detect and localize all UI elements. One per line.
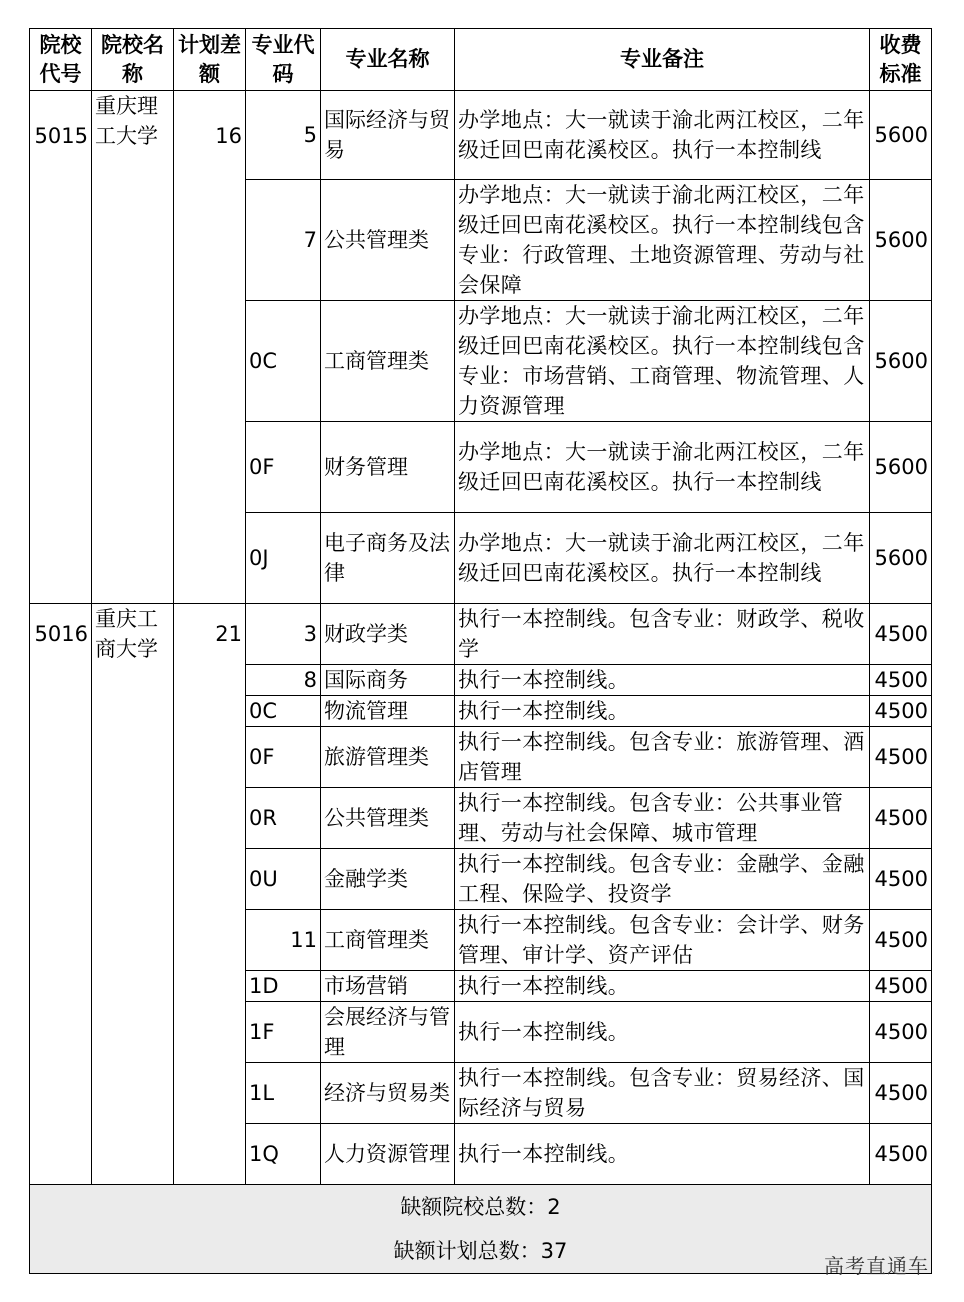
major-name: 经济与贸易类: [321, 1063, 455, 1124]
major-code: 8: [246, 665, 321, 696]
fee: 4500: [870, 604, 932, 665]
fee: 4500: [870, 1124, 932, 1185]
fee: 4500: [870, 665, 932, 696]
summary-cell: [30, 1185, 932, 1274]
fee: 4500: [870, 910, 932, 971]
major-remark: 执行一本控制线。包含专业：金融学、金融工程、保险学、投资学: [455, 849, 870, 910]
major-remark: 执行一本控制线。: [455, 696, 870, 727]
plan-gap: 16: [174, 91, 246, 604]
fee: 4500: [870, 971, 932, 1002]
major-remark: 执行一本控制线。: [455, 665, 870, 696]
major-remark: 办学地点：大一就读于渝北两江校区，二年级迁回巴南花溪校区。执行一本控制线: [455, 91, 870, 180]
fee: 5600: [870, 422, 932, 513]
major-code: 0C: [246, 696, 321, 727]
major-remark: 执行一本控制线。包含专业：会计学、财务管理、审计学、资产评估: [455, 910, 870, 971]
table-row: [30, 604, 932, 665]
watermark: 高考直通车: [824, 1254, 929, 1278]
major-name: 公共管理类: [321, 788, 455, 849]
major-code: 3: [246, 604, 321, 665]
major-remark: 办学地点：大一就读于渝北两江校区，二年级迁回巴南花溪校区。执行一本控制线: [455, 422, 870, 513]
major-name: 旅游管理类: [321, 727, 455, 788]
major-name: 工商管理类: [321, 301, 455, 422]
header-school-code: 院校代号: [30, 29, 92, 91]
header-major-code: 专业代码: [246, 29, 321, 91]
major-remark: 办学地点：大一就读于渝北两江校区，二年级迁回巴南花溪校区。执行一本控制线包含专业：市场营销、工商管理、物流管理、人力资源管理: [455, 301, 870, 422]
header-row: [30, 29, 932, 91]
major-code: 0U: [246, 849, 321, 910]
header-remark: 专业备注: [455, 29, 870, 91]
school-name: 重庆工商大学: [92, 604, 174, 1185]
school-code: 5015: [30, 91, 92, 604]
fee: 4500: [870, 696, 932, 727]
header-plan-gap: 计划差额: [174, 29, 246, 91]
major-name: 国际经济与贸易: [321, 91, 455, 180]
major-remark: 执行一本控制线。包含专业：财政学、税收学: [455, 604, 870, 665]
major-name: 金融学类: [321, 849, 455, 910]
fee: 4500: [870, 849, 932, 910]
major-name: 物流管理: [321, 696, 455, 727]
major-code: 1L: [246, 1063, 321, 1124]
major-remark: 办学地点：大一就读于渝北两江校区，二年级迁回巴南花溪校区。执行一本控制线: [455, 513, 870, 604]
major-remark: 执行一本控制线。: [455, 971, 870, 1002]
major-code: 0F: [246, 727, 321, 788]
header-fee: 收费标准: [870, 29, 932, 91]
major-code: 5: [246, 91, 321, 180]
major-code: 1D: [246, 971, 321, 1002]
major-remark: 执行一本控制线。包含专业：贸易经济、国际经济与贸易: [455, 1063, 870, 1124]
fee: 5600: [870, 91, 932, 180]
admission-gap-table: [29, 28, 932, 1274]
major-name: 人力资源管理: [321, 1124, 455, 1185]
school-total: 缺额院校总数：2: [400, 1195, 561, 1219]
major-code: 0J: [246, 513, 321, 604]
header-major-name: 专业名称: [321, 29, 455, 91]
fee: 4500: [870, 788, 932, 849]
major-name: 市场营销: [321, 971, 455, 1002]
major-code: 0R: [246, 788, 321, 849]
major-remark: 执行一本控制线。: [455, 1002, 870, 1063]
major-name: 财政学类: [321, 604, 455, 665]
fee: 4500: [870, 1063, 932, 1124]
plan-gap: 21: [174, 604, 246, 1185]
major-name: 工商管理类: [321, 910, 455, 971]
major-name: 财务管理: [321, 422, 455, 513]
major-remark: 执行一本控制线。包含专业：旅游管理、酒店管理: [455, 727, 870, 788]
major-name: 国际商务: [321, 665, 455, 696]
major-code: 0F: [246, 422, 321, 513]
table-row: [30, 91, 932, 180]
school-code: 5016: [30, 604, 92, 1185]
plan-total: 缺额计划总数：37: [393, 1239, 568, 1263]
fee: 5600: [870, 301, 932, 422]
major-name: 会展经济与管理: [321, 1002, 455, 1063]
fee: 5600: [870, 513, 932, 604]
major-code: 1F: [246, 1002, 321, 1063]
fee: 5600: [870, 180, 932, 301]
major-code: 11: [246, 910, 321, 971]
major-remark: 办学地点：大一就读于渝北两江校区，二年级迁回巴南花溪校区。执行一本控制线包含专业：行政管理、土地资源管理、劳动与社会保障: [455, 180, 870, 301]
school-name: 重庆理工大学: [92, 91, 174, 604]
major-code: 1Q: [246, 1124, 321, 1185]
fee: 4500: [870, 1002, 932, 1063]
major-name: 公共管理类: [321, 180, 455, 301]
major-remark: 执行一本控制线。: [455, 1124, 870, 1185]
summary-row: [30, 1185, 932, 1274]
header-school-name: 院校名称: [92, 29, 174, 91]
major-remark: 执行一本控制线。包含专业：公共事业管理、劳动与社会保障、城市管理: [455, 788, 870, 849]
major-code: 7: [246, 180, 321, 301]
major-code: 0C: [246, 301, 321, 422]
fee: 4500: [870, 727, 932, 788]
major-name: 电子商务及法律: [321, 513, 455, 604]
